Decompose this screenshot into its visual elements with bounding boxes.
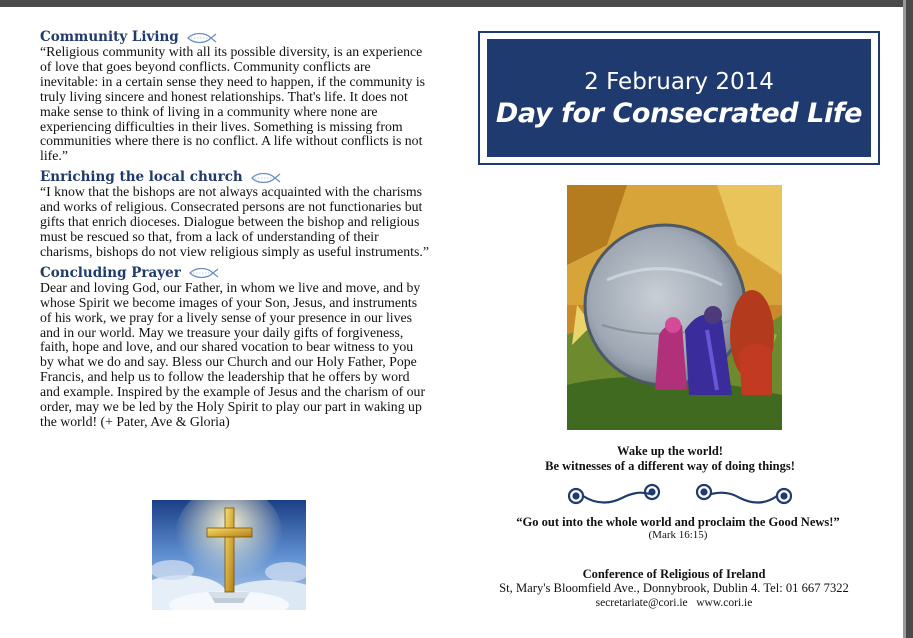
section-heading-text: Concluding Prayer (40, 264, 181, 281)
section-heading-text: Community Living (40, 29, 179, 45)
scripture-quote: “Go out into the whole world and proclaim the Good News!” (516, 515, 840, 529)
page-border-top (0, 0, 913, 7)
fish-icon (187, 267, 219, 279)
title-banner-inner (487, 39, 871, 157)
contact-website[interactable]: www.cori.ie (696, 597, 753, 609)
organization-name: Conference of Religious of Ireland (582, 567, 766, 581)
section-heading (40, 30, 430, 45)
tagline-line-1: Wake up the world! (617, 444, 723, 458)
tagline (500, 444, 840, 474)
section-heading (40, 266, 430, 281)
scripture-reference: (Mark 16:15) (648, 529, 708, 541)
page-border-right (906, 0, 913, 638)
title-banner (478, 31, 880, 165)
section-enriching-local-church (40, 170, 430, 260)
organization-contact (470, 596, 878, 611)
scroll-ornament-icon (562, 478, 798, 512)
painting-empty-tomb (567, 185, 782, 430)
left-column (40, 30, 430, 436)
section-body: Dear and loving God, our Father, in whom we live and move, and by whose Spirit we become images of your Son, Jesus, and instruments of his work, we pray for a lively sense of your presence in our lives and in our world. May we treasure your daily gifts of forgiveness, faith, hope and love, and our shared vocation to bear witness to you by what we do and say. Bless our Church and our Holy Father, Pope Francis, and help us to follow the leadership that he offers by word and example. Inspired by the example of Jesus and the charism of our order, may we be led by the Holy Spirit to play our part in waking up the world! (+ Pater, Ave & Gloria) (40, 279, 426, 429)
section-community-living (40, 30, 430, 164)
event-date: 2 February 2014 (584, 69, 774, 95)
organization-address: St, Mary's Bloomfield Ave., Donnybrook, Dublin 4. Tel: 01 667 7322 (499, 581, 849, 595)
contact-email[interactable]: secretariate@cori.ie (595, 597, 688, 609)
event-title: Day for Consecrated Life (495, 98, 863, 129)
section-heading (40, 170, 430, 185)
fish-icon (249, 172, 281, 184)
fish-icon (185, 32, 217, 44)
section-body: “I know that the bishops are not always acquainted with the charisms and works of religious. Consecrated persons are not functionaries but gifts that enrich dioceses. Dialogue between the bishop and religious must be rescued so that, from a lack of understanding of their charisms, bishops do not view religious simply as useful instruments.” (40, 184, 429, 259)
section-concluding-prayer (40, 266, 430, 430)
tagline-line-2: Be witnesses of a different way of doing things! (545, 459, 795, 473)
section-heading-text: Enriching the local church (40, 169, 243, 186)
cross-in-clouds-image (152, 500, 306, 610)
section-body: “Religious community with all its possible diversity, is an experience of love that goes beyond conflicts. Community conflicts are inevitable: in a certain sense they need to happen, if the community is truly living sincere and honest relationships. That's life. It does not make sense to think of living in a community where none are experiencing difficulties in their lives. Something is missing from communities where there is no conflict. A life without conflicts is not life.” (40, 44, 426, 164)
